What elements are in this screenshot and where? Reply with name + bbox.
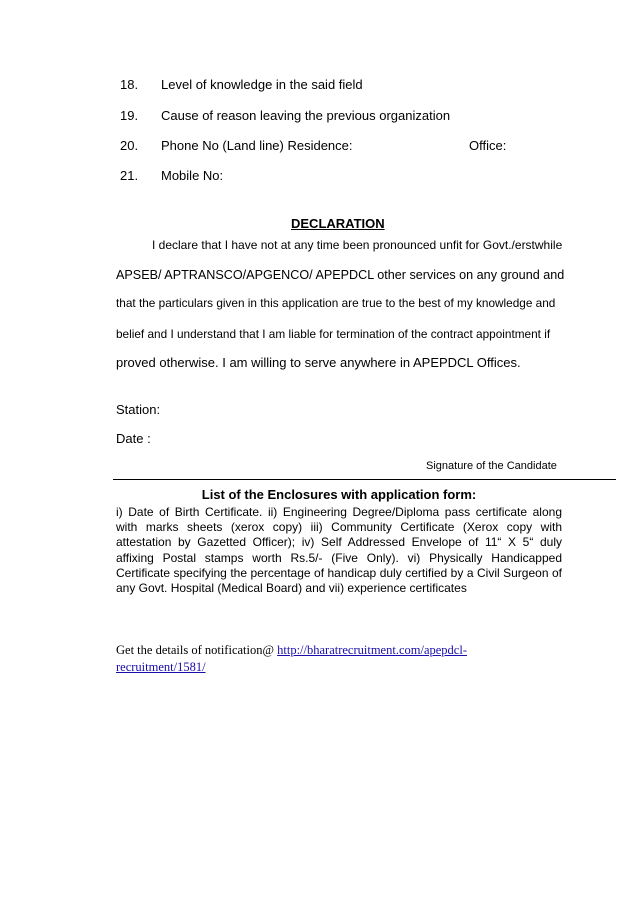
declaration-line-1: I declare that I have not at any time been pronounced unfit for Govt./erstwhile <box>152 238 563 252</box>
item-20-office-label: Office: <box>469 138 507 153</box>
enclosures-section <box>116 487 562 596</box>
declaration-line-3: that the particulars given in this application are true to the best of my knowledge and <box>116 296 556 310</box>
declaration-line-5: proved otherwise. I am willing to serve anywhere in APEPDCL Offices. <box>116 355 521 370</box>
date-label: Date : <box>116 431 151 446</box>
item-18-text: Level of knowledge in the said field <box>161 77 363 92</box>
enclosures-body: i) Date of Birth Certificate. ii) Engineering Degree/Diploma pass certificate along with marks sheets (xerox copy) iii) Community Certificate (Xerox copy with attestation by Gazetted Officer); iv) Self Addressed Envelope of 11“ X 5“ duly affixing Postal stamps worth Rs.5/- (Five Only). vi) Physically Handicapped Certificate specifying the percentage of handicap duly certified by a Civil Surgeon of any Govt. Hospital (Medical Board) and vii) experience certificates <box>116 505 562 596</box>
item-19-number: 19. <box>120 108 139 123</box>
notification-note <box>116 642 496 676</box>
notification-link[interactable]: http://bharatrecruitment.com/apepdcl-recruitment/1581/ <box>116 643 467 674</box>
item-21-number: 21. <box>120 168 139 183</box>
declaration-title: DECLARATION <box>291 216 385 231</box>
item-20-number: 20. <box>120 138 139 153</box>
section-divider <box>113 479 616 480</box>
declaration-line-2: APSEB/ APTRANSCO/APGENCO/ APEPDCL other services on any ground and <box>116 268 565 282</box>
enclosures-title: List of the Enclosures with application form: <box>201 487 477 502</box>
item-20-text: Phone No (Land line) Residence: <box>161 138 353 153</box>
item-19-text: Cause of reason leaving the previous organization <box>161 108 451 123</box>
item-18-number: 18. <box>120 77 139 92</box>
notification-prefix: Get the details of notification@ <box>116 643 278 657</box>
signature-label: Signature of the Candidate <box>426 460 557 472</box>
station-label: Station: <box>116 402 161 417</box>
declaration-line-4: belief and I understand that I am liable for termination of the contract appointment if <box>116 327 551 341</box>
item-21-text: Mobile No: <box>161 168 224 183</box>
